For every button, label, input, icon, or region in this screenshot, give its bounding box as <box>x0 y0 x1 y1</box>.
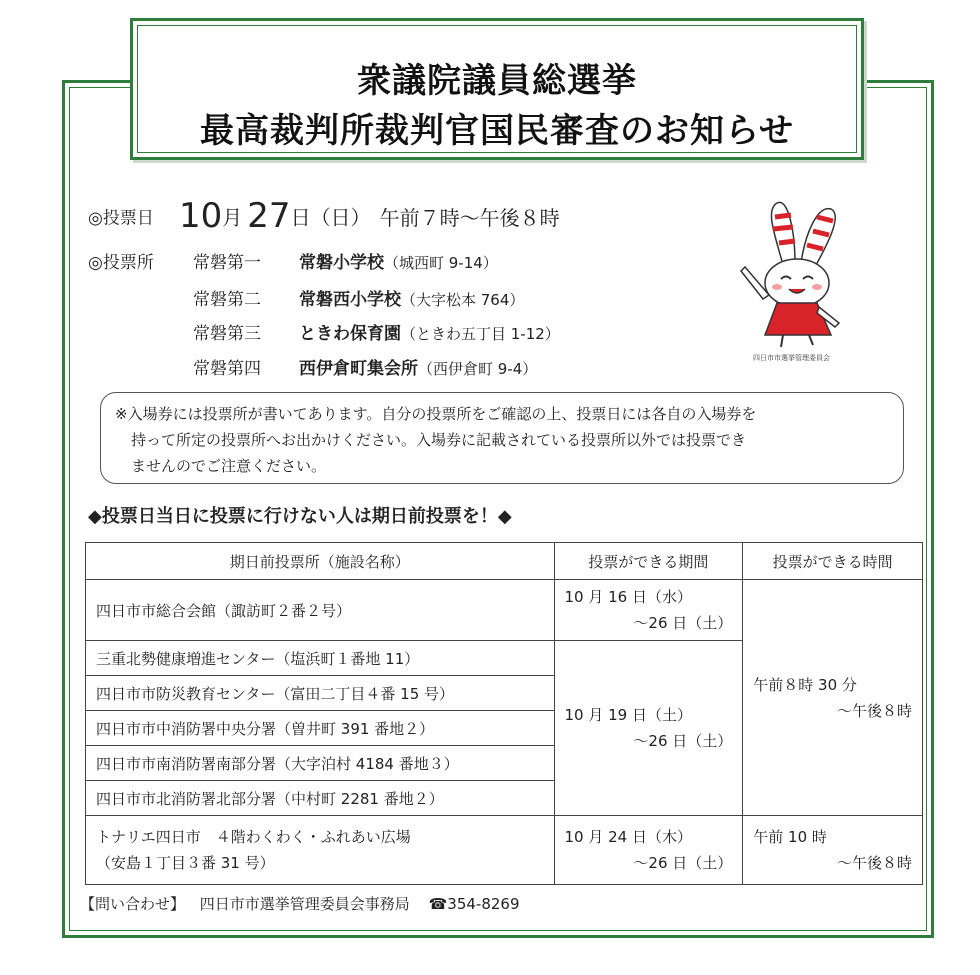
polling-place-item <box>193 248 498 273</box>
polling-place-item <box>193 285 524 310</box>
period-end: ～26 日（土） <box>633 614 733 632</box>
polling-district: 常磐第一 <box>193 253 261 273</box>
polling-school: 常磐西小学校 <box>299 290 401 310</box>
early-voting-table <box>85 542 923 885</box>
facility-cell: 四日市市南消防署南部分署（大字泊村 4184 番地３） <box>86 746 555 781</box>
note-line-3: ませんのでご注意ください。 <box>131 457 327 475</box>
polling-place-item <box>193 354 537 379</box>
period-start: 10 月 19 日（土） <box>564 706 692 724</box>
voting-day-row <box>88 196 560 236</box>
contact-row <box>80 893 520 914</box>
polling-places-label: ◎投票所 <box>88 253 154 273</box>
table-row <box>86 816 923 885</box>
time-end: ～午後８時 <box>836 701 912 720</box>
phone-icon: ☎ <box>428 895 448 913</box>
table-row <box>86 580 923 641</box>
title-line-1: 衆議院議員総選挙 <box>357 61 637 101</box>
facility-line-1: トナリエ四日市 ４階わくわく・ふれあい広場 <box>96 828 411 846</box>
facility-cell: 四日市市中消防署中央分署（曽井町 391 番地２） <box>86 711 555 746</box>
header-time: 投票ができる時間 <box>743 543 923 580</box>
note-box <box>100 392 904 484</box>
contact-office: 四日市市選挙管理委員会事務局 <box>199 895 410 913</box>
polling-district: 常磐第三 <box>193 324 261 344</box>
facility-cell: 三重北勢健康増進センター（塩浜町１番地 11） <box>86 641 555 676</box>
period-end: ～26 日（土） <box>633 732 733 750</box>
voting-day-month-unit: 月 <box>222 205 243 230</box>
voting-day-day: 27 <box>247 196 291 236</box>
polling-school: 西伊倉町集会所 <box>299 359 418 379</box>
time-start: 午前 10 時 <box>753 828 827 846</box>
voting-day-label: ◎投票日 <box>88 208 154 229</box>
contact-label: 【問い合わせ】 <box>80 895 186 913</box>
polling-district: 常磐第二 <box>193 290 261 310</box>
time-start: 午前８時 30 分 <box>753 675 857 694</box>
note-line-2: 持って所定の投票所へお出かけください。入場券に記載されている投票所以外では投票でき <box>131 431 747 449</box>
polling-school: ときわ保育園 <box>299 324 401 344</box>
polling-place-item <box>193 319 560 344</box>
note-line-1: ※入場券には投票所が書いてあります。自分の投票所をご確認の上、投票日には各自の入場券を <box>115 405 757 423</box>
facility-cell: 四日市市北消防署北部分署（中村町 2281 番地２） <box>86 781 555 816</box>
voting-day-day-unit: 日 <box>290 205 311 230</box>
mascot-caption: 四日市市選挙管理委員会 <box>753 354 830 362</box>
polling-address: （城西町 9-14） <box>384 254 498 272</box>
polling-address: （ときわ五丁目 1-12） <box>401 325 560 343</box>
header-facility: 期日前投票所（施設名称） <box>86 543 555 580</box>
title-box <box>130 18 864 160</box>
period-start: 10 月 24 日（木） <box>564 828 692 846</box>
header-period: 投票ができる期間 <box>554 543 743 580</box>
rabbit-mascot-icon <box>735 195 855 365</box>
polling-school: 常磐小学校 <box>299 253 384 273</box>
voting-day-weekday: （日） <box>310 205 371 230</box>
voting-day-hours: 午前７時～午後８時 <box>379 205 560 230</box>
period-end: ～26 日（土） <box>633 854 733 872</box>
polling-address: （西伊倉町 9-4） <box>418 360 538 378</box>
early-voting-heading: ◆投票日当日に投票に行けない人は期日前投票を！◆ <box>88 506 512 527</box>
period-cell <box>554 580 743 641</box>
time-end: ～午後８時 <box>836 854 912 872</box>
polling-district: 常磐第四 <box>193 359 261 379</box>
voting-day-month: 10 <box>178 196 223 236</box>
time-cell <box>743 580 923 816</box>
facility-line-2: （安島１丁目３番 31 号） <box>96 854 275 872</box>
table-header-row <box>86 543 923 580</box>
polling-address: （大字松本 764） <box>401 291 525 309</box>
facility-cell: 四日市市防災教育センター（富田二丁目４番 15 号） <box>86 676 555 711</box>
facility-cell <box>86 816 555 885</box>
title-line-2: 最高裁判所裁判官国民審査のお知らせ <box>200 111 794 151</box>
period-cell <box>554 816 743 885</box>
period-cell <box>554 641 743 816</box>
time-cell <box>743 816 923 885</box>
period-start: 10 月 16 日（水） <box>564 588 692 606</box>
facility-cell: 四日市市総合会館（諏訪町２番２号） <box>86 580 555 641</box>
contact-phone: 354-8269 <box>447 895 520 913</box>
